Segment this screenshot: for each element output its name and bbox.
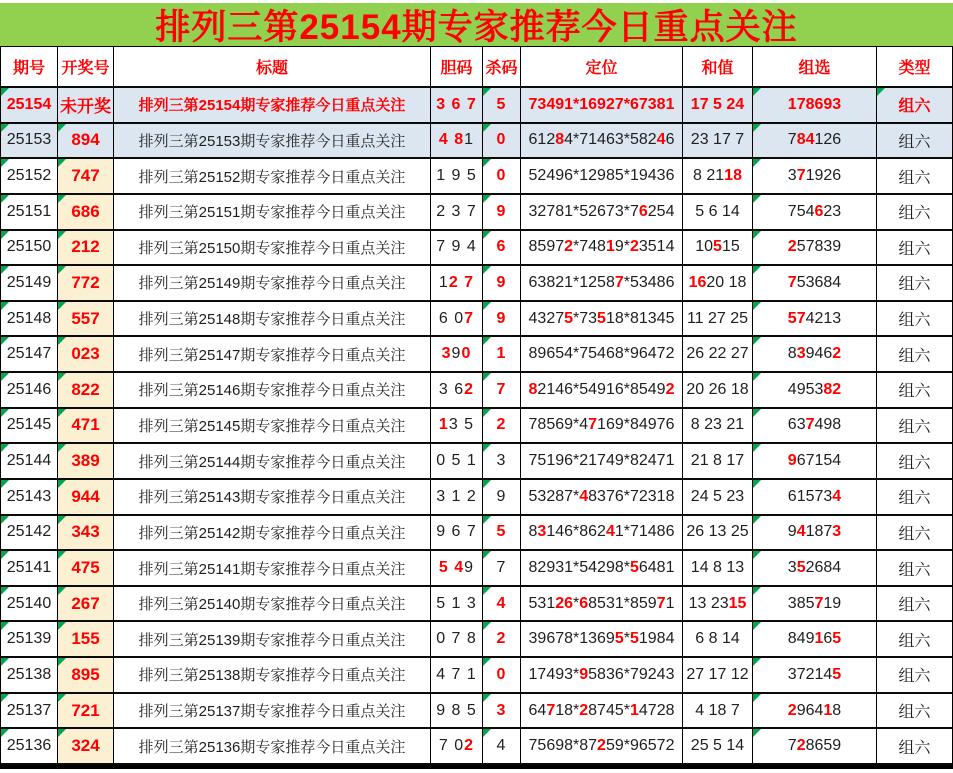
cell-dan: 7 9 4 (431, 231, 483, 267)
cell-pos: 52496*12985*19436 (521, 159, 683, 195)
cell-group: 178693 (753, 88, 877, 124)
cell-period: 25138 (1, 658, 58, 694)
cell-group: 63 7 498 (753, 409, 877, 445)
cell-group: 7 2 8659 (753, 729, 877, 765)
comment-triangle-icon (1, 622, 9, 630)
cell-result: 471 (58, 409, 114, 445)
cell-group: 61573 4 (753, 480, 877, 516)
cell-period: 25146 (1, 373, 58, 409)
comment-triangle-icon (1, 337, 9, 345)
comment-triangle-icon (753, 124, 761, 132)
comment-triangle-icon (753, 551, 761, 559)
cell-sum: 8 21 18 (683, 159, 753, 195)
cell-sum: 20 26 18 (683, 373, 753, 409)
cell-pos: 53287* 4 8376*72318 (521, 480, 683, 516)
cell-title: 排列三第25139期专家推荐今日重点关注 (114, 622, 431, 658)
cell-sum: 11 27 25 (683, 302, 753, 338)
cell-group: 57 4213 (753, 302, 877, 338)
cell-group: 754 6 23 (753, 195, 877, 231)
comment-triangle-icon (58, 373, 66, 381)
comment-triangle-icon (483, 266, 491, 274)
cell-pos: 78569*4 7 169*84976 (521, 409, 683, 445)
cell-title: 排列三第25152期专家推荐今日重点关注 (114, 159, 431, 195)
cell-kill: 0 (483, 159, 521, 195)
cell-kill: 0 (483, 658, 521, 694)
cell-result: 324 (58, 729, 114, 765)
cell-period: 25140 (1, 587, 58, 623)
cell-result: 895 (58, 658, 114, 694)
comment-triangle-icon (753, 729, 761, 737)
cell-dan: 1 2 7 (431, 266, 483, 302)
column-header-kill: 杀码 (483, 47, 521, 88)
cell-kill: 3 (483, 694, 521, 730)
cell-dan: 3 9 0 (431, 337, 483, 373)
comment-triangle-icon (58, 551, 66, 559)
cell-dan: 4 8 1 (431, 124, 483, 160)
cell-type: 组六 (877, 159, 952, 195)
cell-sum: 24 5 23 (683, 480, 753, 516)
cell-dan: 4 7 1 (431, 658, 483, 694)
cell-dan: 6 0 7 (431, 302, 483, 338)
cell-sum: 26 13 25 (683, 516, 753, 552)
cell-type: 组六 (877, 302, 952, 338)
cell-type: 组六 (877, 266, 952, 302)
cell-period: 25137 (1, 694, 58, 730)
comment-triangle-icon (877, 88, 885, 96)
cell-result: 未开奖 (58, 88, 114, 124)
cell-result: 944 (58, 480, 114, 516)
cell-period: 25149 (1, 266, 58, 302)
recommendation-table (0, 46, 953, 769)
cell-title: 排列三第25147期专家推荐今日重点关注 (114, 337, 431, 373)
cell-result: 686 (58, 195, 114, 231)
cell-kill: 6 (483, 231, 521, 267)
cell-period: 25142 (1, 516, 58, 552)
cell-pos: 89654*75468*96472 (521, 337, 683, 373)
column-header-title: 标题 (114, 47, 431, 88)
cell-group: 3 7 1926 (753, 159, 877, 195)
cell-result: 894 (58, 124, 114, 160)
column-header-pos: 定位 (521, 47, 683, 88)
comment-triangle-icon (753, 694, 761, 702)
page-title: 排列三第25154期专家推荐今日重点关注 (0, 3, 953, 46)
cell-kill: 5 (483, 88, 521, 124)
cell-period: 25153 (1, 124, 58, 160)
cell-title: 排列三第25154期专家推荐今日重点关注 (114, 88, 431, 124)
cell-pos: 8 3 146*862 4 1*71486 (521, 516, 683, 552)
cell-period: 25148 (1, 302, 58, 338)
comment-triangle-icon (483, 694, 491, 702)
comment-triangle-icon (58, 444, 66, 452)
cell-pos: 612 8 4*71463*582 4 6 (521, 124, 683, 160)
cell-pos: 63821*1258 7 *53486 (521, 266, 683, 302)
comment-triangle-icon (58, 302, 66, 310)
cell-title: 排列三第25140期专家推荐今日重点关注 (114, 587, 431, 623)
cell-kill: 7 (483, 551, 521, 587)
comment-triangle-icon (483, 729, 491, 737)
cell-kill: 3 (483, 444, 521, 480)
comment-triangle-icon (58, 266, 66, 274)
comment-triangle-icon (58, 516, 66, 524)
cell-pos: 39678*1369 5 * 5 1984 (521, 622, 683, 658)
cell-period: 25144 (1, 444, 58, 480)
comment-triangle-icon (1, 444, 9, 452)
cell-type: 组六 (877, 195, 952, 231)
comment-triangle-icon (483, 551, 491, 559)
comment-triangle-icon (753, 622, 761, 630)
comment-triangle-icon (58, 124, 66, 132)
cell-result: 747 (58, 159, 114, 195)
comment-triangle-icon (1, 373, 9, 381)
cell-group: 9 4 187 3 (753, 516, 877, 552)
cell-group: 2 964 1 8 (753, 694, 877, 730)
cell-group: 9 67154 (753, 444, 877, 480)
comment-triangle-icon (58, 587, 66, 595)
comment-triangle-icon (58, 622, 66, 630)
comment-triangle-icon (483, 88, 491, 96)
cell-sum: 21 8 17 (683, 444, 753, 480)
comment-triangle-icon (483, 231, 491, 239)
cell-type: 组六 (877, 587, 952, 623)
cell-period: 25147 (1, 337, 58, 373)
cell-dan: 1 3 5 (431, 409, 483, 445)
cell-kill: 5 (483, 516, 521, 552)
cell-result: 212 (58, 231, 114, 267)
cell-pos: 64 7 18* 2 8745* 1 4728 (521, 694, 683, 730)
cell-pos: 82931*54298* 5 6481 (521, 551, 683, 587)
cell-group: 37214 5 (753, 658, 877, 694)
cell-group: 4953 82 (753, 373, 877, 409)
cell-type: 组六 (877, 658, 952, 694)
cell-type: 组六 (877, 409, 952, 445)
comment-triangle-icon (483, 516, 491, 524)
cell-period: 25152 (1, 159, 58, 195)
comment-triangle-icon (753, 337, 761, 345)
cell-sum: 26 22 27 (683, 337, 753, 373)
comment-triangle-icon (753, 266, 761, 274)
cell-type: 组六 (877, 373, 952, 409)
cell-sum: 10 5 15 (683, 231, 753, 267)
cell-dan: 0 7 8 (431, 622, 483, 658)
cell-dan: 2 3 7 (431, 195, 483, 231)
cell-group: 3 5 2684 (753, 551, 877, 587)
comment-triangle-icon (483, 480, 491, 488)
comment-triangle-icon (58, 729, 66, 737)
comment-triangle-icon (753, 159, 761, 167)
comment-triangle-icon (1, 159, 9, 167)
cell-period: 25151 (1, 195, 58, 231)
cell-type: 组六 (877, 124, 952, 160)
comment-triangle-icon (1, 516, 9, 524)
cell-sum: 23 17 7 (683, 124, 753, 160)
cell-pos: 32781*52673*7 6 254 (521, 195, 683, 231)
cell-result: 267 (58, 587, 114, 623)
comment-triangle-icon (58, 409, 66, 417)
cell-kill: 1 (483, 337, 521, 373)
comment-triangle-icon (753, 658, 761, 666)
column-header-type: 类型 (877, 47, 952, 88)
comment-triangle-icon (1, 302, 9, 310)
column-header-dan: 胆码 (431, 47, 483, 88)
cell-period: 25136 (1, 729, 58, 765)
comment-triangle-icon (1, 587, 9, 595)
comment-triangle-icon (753, 516, 761, 524)
cell-dan: 3 6 7 (431, 88, 483, 124)
comment-triangle-icon (753, 195, 761, 203)
column-header-group: 组选 (753, 47, 877, 88)
cell-period: 25145 (1, 409, 58, 445)
cell-kill: 2 (483, 622, 521, 658)
comment-triangle-icon (58, 159, 66, 167)
comment-triangle-icon (1, 729, 9, 737)
cell-group: 8 3 946 2 (753, 337, 877, 373)
cell-kill: 9 (483, 480, 521, 516)
cell-type: 组六 (877, 516, 952, 552)
cell-group: 849 1 6 5 (753, 622, 877, 658)
cell-dan: 5 1 3 (431, 587, 483, 623)
cell-result: 023 (58, 337, 114, 373)
comment-triangle-icon (1, 480, 9, 488)
cell-group: 7 53684 (753, 266, 877, 302)
column-header-sum: 和值 (683, 47, 753, 88)
comment-triangle-icon (58, 337, 66, 345)
comment-triangle-icon (483, 337, 491, 345)
cell-title: 排列三第25153期专家推荐今日重点关注 (114, 124, 431, 160)
cell-result: 557 (58, 302, 114, 338)
cell-pos: 75196*21749*82471 (521, 444, 683, 480)
cell-title: 排列三第25150期专家推荐今日重点关注 (114, 231, 431, 267)
cell-period: 25139 (1, 622, 58, 658)
comment-triangle-icon (58, 195, 66, 203)
cell-period: 25141 (1, 551, 58, 587)
cell-type: 组六 (877, 88, 952, 124)
cell-sum: 13 23 15 (683, 587, 753, 623)
cell-result: 822 (58, 373, 114, 409)
cell-pos: 4327 5 *73 5 18*81345 (521, 302, 683, 338)
cell-sum: 27 17 12 (683, 658, 753, 694)
comment-triangle-icon (753, 409, 761, 417)
cell-sum: 8 23 21 (683, 409, 753, 445)
comment-triangle-icon (1, 551, 9, 559)
comment-triangle-icon (1, 231, 9, 239)
cell-title: 排列三第25143期专家推荐今日重点关注 (114, 480, 431, 516)
cell-result: 772 (58, 266, 114, 302)
cell-kill: 4 (483, 729, 521, 765)
cell-title: 排列三第25151期专家推荐今日重点关注 (114, 195, 431, 231)
cell-title: 排列三第25141期专家推荐今日重点关注 (114, 551, 431, 587)
cell-sum: 14 8 13 (683, 551, 753, 587)
cell-sum: 6 8 14 (683, 622, 753, 658)
cell-kill: 9 (483, 195, 521, 231)
comment-triangle-icon (753, 88, 761, 96)
comment-triangle-icon (1, 124, 9, 132)
cell-dan: 3 1 2 (431, 480, 483, 516)
cell-kill: 2 (483, 409, 521, 445)
comment-triangle-icon (483, 159, 491, 167)
cell-dan: 7 0 2 (431, 729, 483, 765)
cell-dan: 1 9 5 (431, 159, 483, 195)
cell-pos: 531 26 * 6 8531*859 7 1 (521, 587, 683, 623)
cell-sum: 25 5 14 (683, 729, 753, 765)
cell-sum: 5 6 14 (683, 195, 753, 231)
cell-dan: 5 4 9 (431, 551, 483, 587)
comment-triangle-icon (1, 409, 9, 417)
comment-triangle-icon (1, 266, 9, 274)
cell-type: 组六 (877, 729, 952, 765)
cell-group: 7 84 126 (753, 124, 877, 160)
cell-sum: 4 18 7 (683, 694, 753, 730)
cell-title: 排列三第25142期专家推荐今日重点关注 (114, 516, 431, 552)
comment-triangle-icon (58, 658, 66, 666)
cell-pos: 17493* 9 5836*79243 (521, 658, 683, 694)
comment-triangle-icon (58, 694, 66, 702)
column-header-result: 开奖号 (58, 47, 114, 88)
comment-triangle-icon (753, 231, 761, 239)
cell-title: 排列三第25144期专家推荐今日重点关注 (114, 444, 431, 480)
cell-type: 组六 (877, 480, 952, 516)
cell-result: 721 (58, 694, 114, 730)
cell-type: 组六 (877, 694, 952, 730)
comment-triangle-icon (483, 658, 491, 666)
cell-period: 25150 (1, 231, 58, 267)
cell-kill: 0 (483, 124, 521, 160)
comment-triangle-icon (483, 409, 491, 417)
cell-dan: 9 6 7 (431, 516, 483, 552)
comment-triangle-icon (483, 195, 491, 203)
comment-triangle-icon (753, 480, 761, 488)
cell-kill: 7 (483, 373, 521, 409)
comment-triangle-icon (483, 302, 491, 310)
cell-pos: 73491*16927*67381 (521, 88, 683, 124)
cell-type: 组六 (877, 622, 952, 658)
cell-sum: 16 20 18 (683, 266, 753, 302)
comment-triangle-icon (753, 373, 761, 381)
cell-title: 排列三第25138期专家推荐今日重点关注 (114, 658, 431, 694)
cell-period: 25154 (1, 88, 58, 124)
cell-group: 2 57839 (753, 231, 877, 267)
cell-kill: 9 (483, 302, 521, 338)
cell-result: 155 (58, 622, 114, 658)
cell-result: 475 (58, 551, 114, 587)
comment-triangle-icon (753, 587, 761, 595)
comment-triangle-icon (58, 480, 66, 488)
cell-title: 排列三第25148期专家推荐今日重点关注 (114, 302, 431, 338)
cell-type: 组六 (877, 231, 952, 267)
cell-title: 排列三第25145期专家推荐今日重点关注 (114, 409, 431, 445)
cell-dan: 3 6 2 (431, 373, 483, 409)
comment-triangle-icon (753, 444, 761, 452)
comment-triangle-icon (1, 658, 9, 666)
comment-triangle-icon (483, 587, 491, 595)
cell-sum: 17 5 24 (683, 88, 753, 124)
cell-title: 排列三第25146期专家推荐今日重点关注 (114, 373, 431, 409)
comment-triangle-icon (483, 622, 491, 630)
cell-result: 343 (58, 516, 114, 552)
cell-dan: 9 8 5 (431, 694, 483, 730)
cell-title: 排列三第25137期专家推荐今日重点关注 (114, 694, 431, 730)
cell-type: 组六 (877, 444, 952, 480)
cell-title: 排列三第25136期专家推荐今日重点关注 (114, 729, 431, 765)
comment-triangle-icon (1, 195, 9, 203)
comment-triangle-icon (753, 302, 761, 310)
cell-pos: 75698*87 2 59*96572 (521, 729, 683, 765)
comment-triangle-icon (483, 373, 491, 381)
cell-dan: 0 5 1 (431, 444, 483, 480)
comment-triangle-icon (58, 231, 66, 239)
cell-type: 组六 (877, 551, 952, 587)
comment-triangle-icon (483, 124, 491, 132)
cell-type: 组六 (877, 337, 952, 373)
cell-kill: 9 (483, 266, 521, 302)
cell-group: 385 7 19 (753, 587, 877, 623)
cell-pos: 8 2146*54916*8549 2 (521, 373, 683, 409)
cell-title: 排列三第25149期专家推荐今日重点关注 (114, 266, 431, 302)
cell-result: 389 (58, 444, 114, 480)
column-header-period: 期号 (1, 47, 58, 88)
comment-triangle-icon (1, 88, 9, 96)
comment-triangle-icon (483, 444, 491, 452)
comment-triangle-icon (1, 694, 9, 702)
cell-period: 25143 (1, 480, 58, 516)
cell-kill: 4 (483, 587, 521, 623)
cell-pos: 8597 2 *748 1 9* 2 3514 (521, 231, 683, 267)
